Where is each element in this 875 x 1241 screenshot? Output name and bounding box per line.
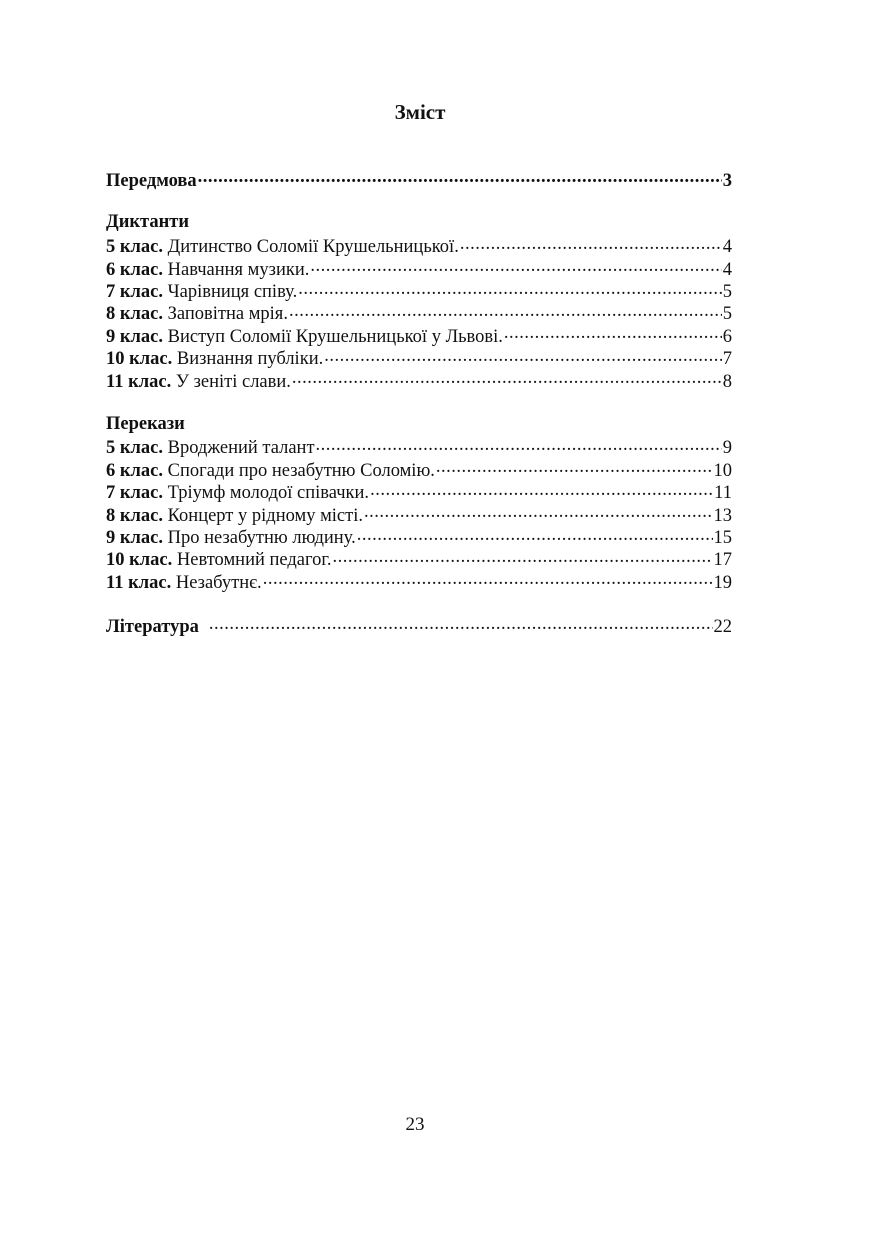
dot-leader — [436, 457, 713, 476]
toc-entry — [106, 323, 732, 345]
toc-entry-literature — [106, 614, 732, 636]
toc-page-number: 5 — [722, 282, 732, 303]
toc-entry-label: 8 клас. Концерт у рідному місті. — [106, 505, 363, 526]
toc-entry-label: Література — [106, 617, 199, 638]
dot-leader — [263, 569, 713, 588]
toc-page-number: 15 — [713, 527, 732, 548]
toc-entry-label: 7 клас. Чарівниця співу. — [106, 282, 298, 303]
toc-page-number: 8 — [722, 371, 732, 392]
toc-page-number: 3 — [722, 170, 732, 191]
dot-leader — [316, 435, 722, 454]
page-title: Зміст — [394, 100, 446, 124]
dot-leader — [289, 301, 722, 320]
dot-leader — [292, 368, 722, 387]
toc-entry-label: 5 клас. Вроджений талант — [106, 438, 315, 459]
toc-entry-label: 9 клас. Про незабутню людину. — [106, 527, 356, 548]
dot-leader — [460, 234, 722, 253]
toc-page-number: 10 — [713, 460, 732, 481]
toc-page-number: 13 — [713, 505, 732, 526]
toc-page-number: 22 — [713, 617, 732, 638]
toc-page-number: 11 — [714, 483, 732, 504]
toc-page-number: 6 — [722, 326, 732, 347]
toc-entry — [106, 524, 732, 546]
toc-entry-label: Передмова — [106, 170, 197, 191]
page-number: 23 — [405, 1114, 425, 1135]
toc-entry-label: 11 клас. Незабутнє. — [106, 572, 262, 593]
toc-entry — [106, 234, 732, 256]
toc-entry — [106, 256, 732, 278]
toc-entry — [106, 346, 732, 368]
toc-entry — [106, 480, 732, 502]
toc-page-number: 7 — [722, 349, 732, 370]
dot-leader — [333, 547, 713, 566]
toc-page-number: 4 — [722, 259, 732, 280]
dot-leader — [310, 256, 721, 275]
table-of-contents — [106, 167, 732, 636]
toc-entry-label: 10 клас. Невтомний педагог. — [106, 550, 332, 571]
dot-leader — [298, 279, 722, 298]
toc-page-number: 19 — [713, 572, 732, 593]
dot-leader — [324, 346, 722, 365]
toc-page-number: 4 — [722, 237, 732, 258]
toc-entry — [106, 502, 732, 524]
dot-leader — [370, 480, 713, 499]
toc-entry — [106, 547, 732, 569]
toc-entry-label: 10 клас. Визнання публіки. — [106, 349, 324, 370]
toc-entry-label: 7 клас. Тріумф молодої співачки. — [106, 483, 370, 504]
toc-entry — [106, 279, 732, 301]
dot-leader — [357, 524, 713, 543]
toc-page-number: 9 — [722, 438, 732, 459]
toc-entry-label: 11 клас. У зеніті слави. — [106, 371, 291, 392]
toc-page-number: 5 — [722, 304, 732, 325]
dot-leader — [364, 502, 713, 521]
toc-entry-label: 8 клас. Заповітна мрія. — [106, 304, 288, 325]
toc-entry-preface — [106, 167, 732, 189]
dot-leader — [504, 323, 722, 342]
section-heading-dictations: Диктанти — [106, 212, 190, 233]
toc-page-number: 17 — [713, 550, 732, 571]
toc-entry — [106, 301, 732, 323]
toc-entry — [106, 569, 732, 591]
toc-entry — [106, 457, 732, 479]
dot-leader — [209, 614, 713, 633]
toc-entry — [106, 368, 732, 390]
toc-entry-label: 9 клас. Виступ Соломії Крушельницької у Львові. — [106, 326, 503, 347]
toc-entry-label: 6 клас. Спогади про незабутню Соломію. — [106, 460, 435, 481]
section-heading-retellings: Перекази — [106, 413, 185, 434]
toc-entry-label: 5 клас. Дитинство Соломії Крушельницької. — [106, 237, 459, 258]
toc-entry — [106, 435, 732, 457]
dot-leader — [198, 167, 722, 186]
toc-entry-label: 6 клас. Навчання музики. — [106, 259, 310, 280]
